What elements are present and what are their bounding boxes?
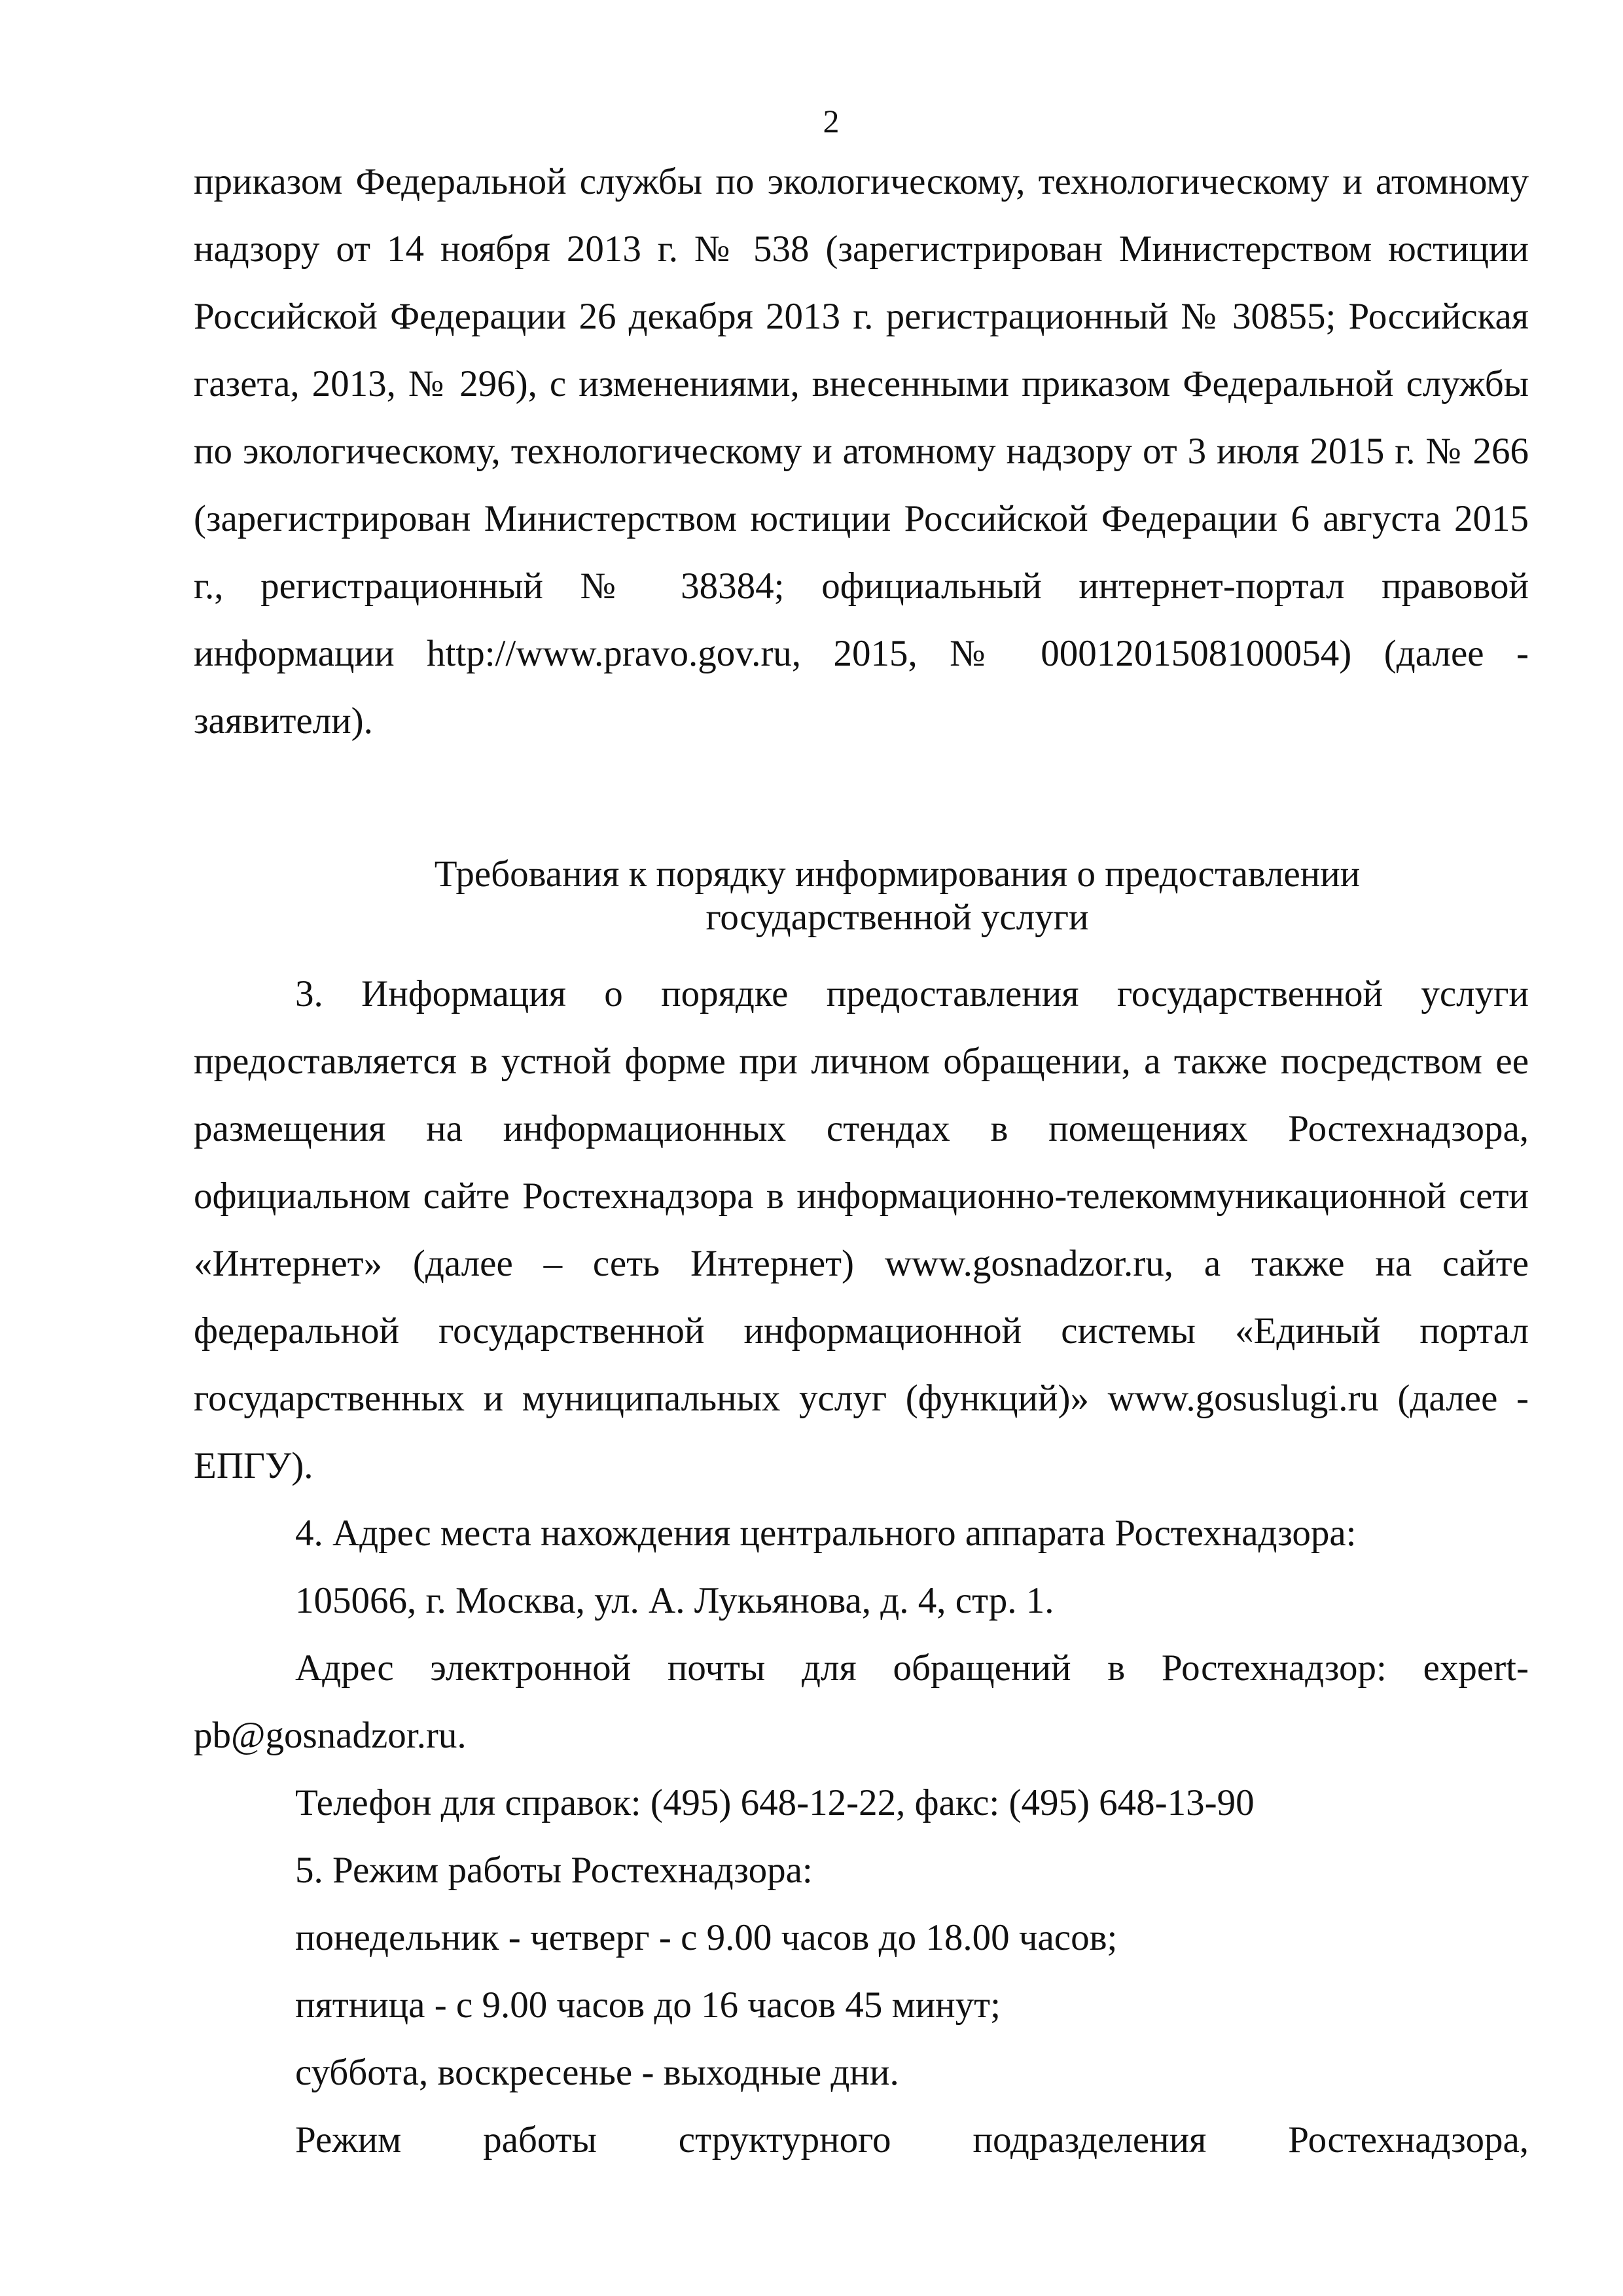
intro-paragraph: приказом Федеральной службы по экологическому, технологическому и атомному надзору от 14 ноября 2013 г. № 538 (зарегистрирован Министерством юстиции Российской Федерации 26 декабря 2013 г. регистрационный № 30855; Российская газета, 2013, № 296), с изменениями, внесенными приказом Федеральной службы по экологическому, технологическому и атомному надзору от 3 июля 2015 г. № 266 (зарегистрирован Министерством юстиции Российской Федерации 6 августа 2015 г., регистрационный № 38384; официальный интернет-портал правовой информации http://www.pravo.gov.ru, 2015, № 0001201508100054) (далее - заявители). — [194, 161, 1529, 742]
paragraph-4: 4. Адрес места нахождения центрального аппарата Ростехнадзора: — [295, 1513, 1357, 1554]
schedule-weekend: суббота, воскресенье - выходные дни. — [295, 2052, 899, 2093]
address-line: 105066, г. Москва, ул. А. Лукьянова, д. 4, стр. 1. — [295, 1580, 1054, 1621]
spacer — [194, 939, 1529, 960]
page-number: 2 — [823, 103, 840, 139]
section-heading — [194, 853, 1529, 939]
section-heading-line-1: Требования к порядку информирования о предоставлении — [434, 853, 1361, 895]
spacer — [194, 755, 1529, 853]
paragraph-3: 3. Информация о порядке предоставления государственной услуги предоставляется в устной форме при личном обращении, а также посредством ее размещения на информационных стендах в помещениях Ростехнадзора, официальном сайте Ростехнадзора в информационно-телекоммуникационной сети «Интернет» (далее – сеть Интернет) www.gosnadzor.ru, а также на сайте федеральной государственной информационной системы «Единый портал государственных и муниципальных услуг (функций)» www.gosuslugi.ru (далее - ЕПГУ). — [194, 973, 1529, 1486]
phone-line: Телефон для справок: (495) 648-12-22, факс: (495) 648-13-90 — [295, 1782, 1255, 1823]
last-line: Режим работы структурного подразделения Ростехнадзора, — [295, 2119, 1529, 2161]
section-heading-line-2: государственной услуги — [705, 897, 1089, 938]
schedule-weekdays: понедельник - четверг - с 9.00 часов до 18.00 часов; — [295, 1917, 1118, 1958]
paragraph-5: 5. Режим работы Ростехнадзора: — [295, 1850, 813, 1891]
document-body — [194, 148, 1529, 2174]
schedule-friday: пятница - с 9.00 часов до 16 часов 45 минут; — [295, 1984, 1001, 2026]
email-paragraph: Адрес электронной почты для обращений в Ростехнадзор: expert-pb@gosnadzor.ru. — [194, 1647, 1529, 1756]
